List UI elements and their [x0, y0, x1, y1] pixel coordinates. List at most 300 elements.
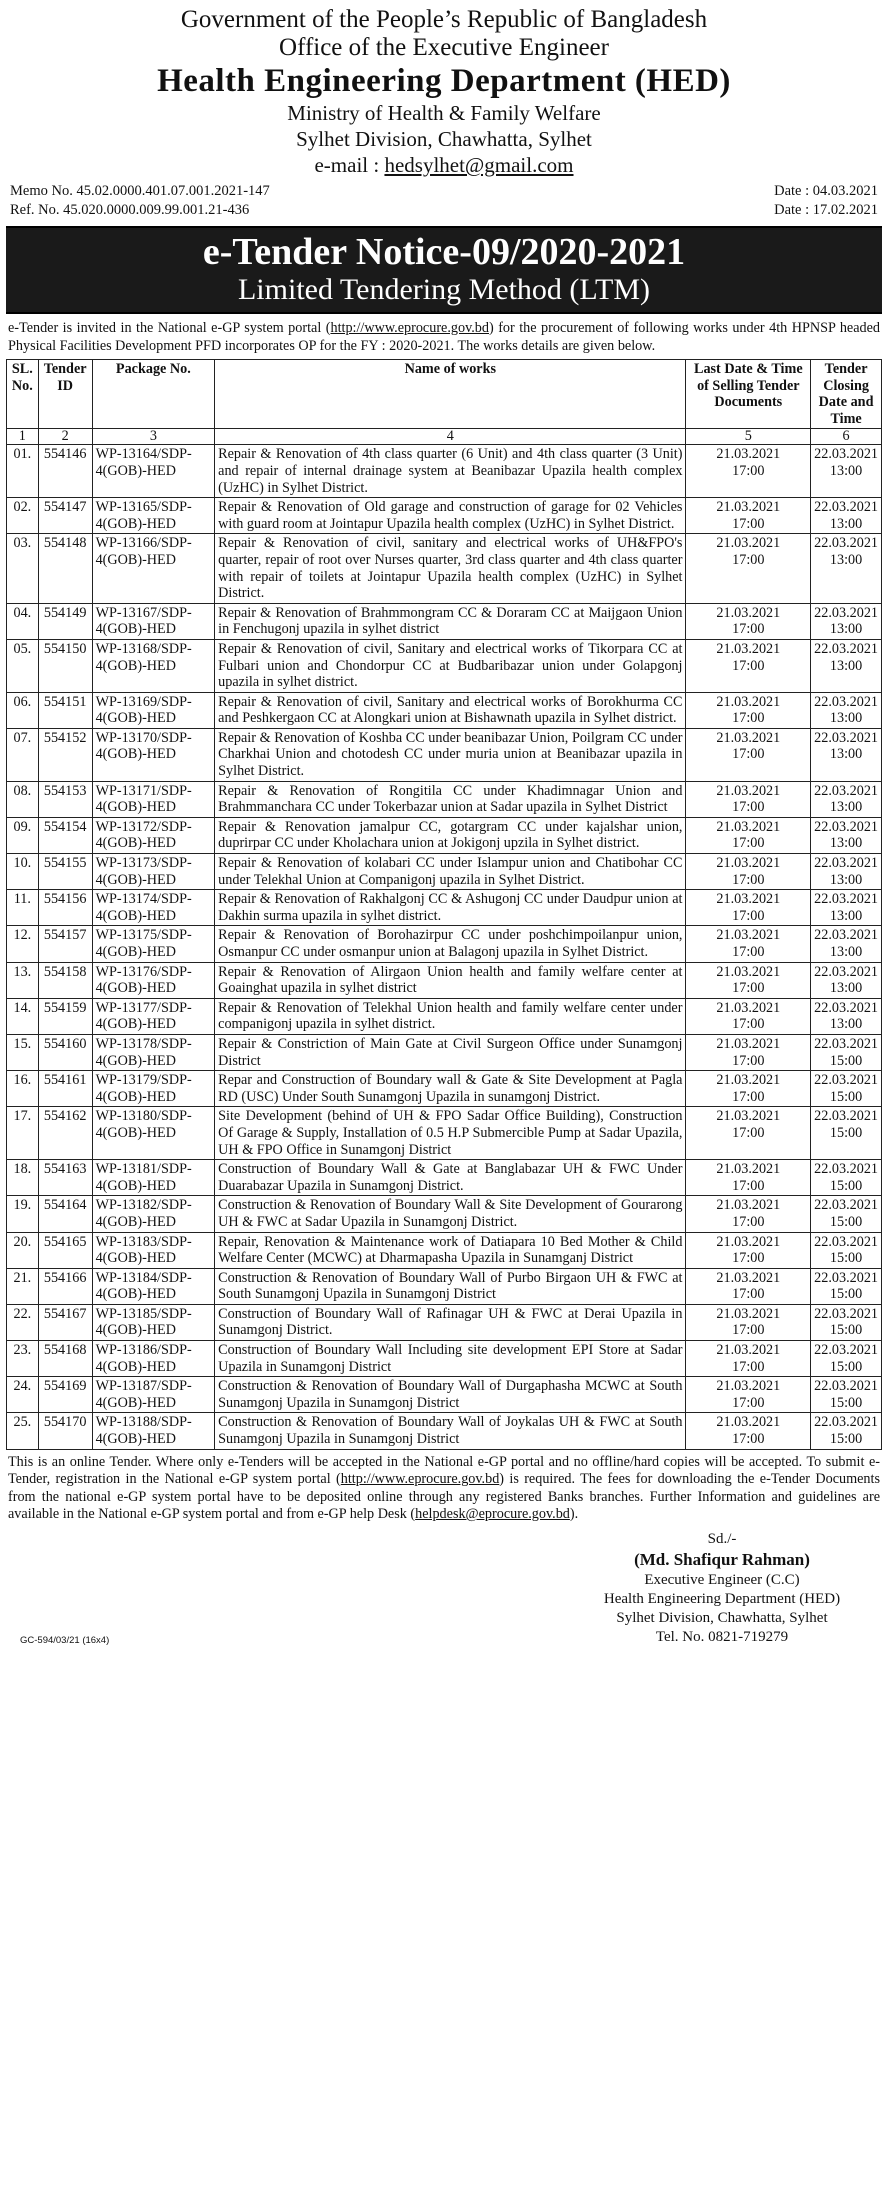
- row-selling-date: [686, 1160, 811, 1196]
- row-work-name: Repair & Renovation of Telekhal Union health and family welfare center under companigonj upazila in sylhet district.: [215, 998, 686, 1034]
- row-selling-date: [686, 603, 811, 639]
- col-number: 2: [38, 429, 92, 445]
- selling-date: 21.03.2021: [716, 782, 781, 799]
- closing-date: 22.03.2021: [814, 963, 878, 980]
- row-work-name: Site Development (behind of UH & FPO Sadar Office Building), Construction Of Garage & Supply, Installation of 0.5 H.P Submercible Pump at Sadar Upazila, UH & FPO Office in Sunamgonj District: [215, 1107, 686, 1160]
- row-sl: 02.: [7, 498, 39, 534]
- selling-time: 17:00: [732, 1088, 765, 1105]
- selling-date: 21.03.2021: [716, 604, 781, 621]
- office-header: [6, 6, 882, 178]
- selling-time: 17:00: [732, 1124, 765, 1141]
- selling-time: 17:00: [732, 1177, 765, 1194]
- row-sl: 22.: [7, 1304, 39, 1340]
- row-work-name: Repair & Renovation of civil, Sanitary and electrical works of Borokhurma CC and Peshkergaon CC at Alongkari union at Bishawnath upazila in Sylhet district.: [215, 692, 686, 728]
- row-selling-date: [686, 890, 811, 926]
- closing-date: 22.03.2021: [814, 499, 878, 516]
- row-tender-id: 554168: [38, 1341, 92, 1377]
- selling-date: 21.03.2021: [716, 535, 781, 552]
- email-line: [6, 152, 882, 178]
- row-tender-id: 554154: [38, 817, 92, 853]
- column-number-row: [7, 429, 882, 445]
- table-row: [7, 639, 882, 692]
- selling-time: 17:00: [732, 871, 765, 888]
- closing-time: 15:00: [829, 1124, 863, 1141]
- row-tender-id: 554162: [38, 1107, 92, 1160]
- row-closing-date: [811, 1304, 882, 1340]
- table-row: [7, 1071, 882, 1107]
- row-closing-date: [811, 1268, 882, 1304]
- row-package-no: WP-13167/SDP-4(GOB)-HED: [92, 603, 215, 639]
- row-closing-date: [811, 1196, 882, 1232]
- row-selling-date: [686, 445, 811, 498]
- selling-time: 17:00: [732, 462, 765, 479]
- row-package-no: WP-13173/SDP-4(GOB)-HED: [92, 854, 215, 890]
- table-row: [7, 1034, 882, 1070]
- row-tender-id: 554165: [38, 1232, 92, 1268]
- memo-number: Memo No. 45.02.0000.401.07.001.2021-147: [10, 183, 270, 199]
- table-row: [7, 817, 882, 853]
- closing-time: 15:00: [829, 1250, 863, 1267]
- closing-date: 22.03.2021: [814, 640, 878, 657]
- row-package-no: WP-13185/SDP-4(GOB)-HED: [92, 1304, 215, 1340]
- row-work-name: Repair & Renovation of civil, sanitary and electrical works of UH&FPO's quarter, repair of root over Nurses quarter, 3rd class quarter and 4th class quarter with repair of toilets at Jointapur Upazila health complex (UzHC) in Sylhet District.: [215, 534, 686, 603]
- selling-time: 17:00: [732, 746, 765, 763]
- table-row: [7, 1268, 882, 1304]
- row-package-no: WP-13177/SDP-4(GOB)-HED: [92, 998, 215, 1034]
- selling-time: 17:00: [732, 1394, 765, 1411]
- selling-time: 17:00: [732, 551, 765, 568]
- row-selling-date: [686, 1268, 811, 1304]
- row-work-name: Repair & Renovation of kolabari CC under Islampur union and Chatibohar CC under Telekhal Union at Companigonj upazila in Sylhet District.: [215, 854, 686, 890]
- col-number: 4: [215, 429, 686, 445]
- row-sl: 20.: [7, 1232, 39, 1268]
- row-package-no: WP-13188/SDP-4(GOB)-HED: [92, 1413, 215, 1449]
- row-selling-date: [686, 498, 811, 534]
- row-closing-date: [811, 445, 882, 498]
- row-closing-date: [811, 1377, 882, 1413]
- row-closing-date: [811, 781, 882, 817]
- row-selling-date: [686, 728, 811, 781]
- row-selling-date: [686, 534, 811, 603]
- row-sl: 10.: [7, 854, 39, 890]
- row-closing-date: [811, 692, 882, 728]
- header-works: Name of works: [215, 360, 686, 429]
- table-row: [7, 1107, 882, 1160]
- closing-time: 15:00: [829, 1394, 863, 1411]
- row-closing-date: [811, 854, 882, 890]
- row-sl: 08.: [7, 781, 39, 817]
- selling-date: 21.03.2021: [716, 1108, 781, 1125]
- row-sl: 12.: [7, 926, 39, 962]
- row-tender-id: 554147: [38, 498, 92, 534]
- signatory-tel: Tel. No. 0821-719279: [655, 1629, 789, 1645]
- signatory-department: Health Engineering Department (HED): [603, 1591, 841, 1607]
- closing-date: 22.03.2021: [814, 891, 878, 908]
- tender-notice-page: [6, 4, 882, 2180]
- header-selling-date: Last Date & Time of Selling Tender Documents: [686, 360, 811, 429]
- row-closing-date: [811, 890, 882, 926]
- row-selling-date: [686, 817, 811, 853]
- selling-date: 21.03.2021: [716, 1269, 781, 1286]
- selling-date: 21.03.2021: [716, 446, 781, 463]
- memo-row: [6, 182, 882, 201]
- row-package-no: WP-13179/SDP-4(GOB)-HED: [92, 1071, 215, 1107]
- closing-date: 22.03.2021: [814, 1342, 878, 1359]
- table-row: [7, 534, 882, 603]
- closing-date: 22.03.2021: [814, 1072, 878, 1089]
- row-selling-date: [686, 781, 811, 817]
- row-tender-id: 554149: [38, 603, 92, 639]
- row-selling-date: [686, 1196, 811, 1232]
- row-closing-date: [811, 1071, 882, 1107]
- table-row: [7, 445, 882, 498]
- row-work-name: Construction of Boundary Wall & Gate at Banglabazar UH & FWC Under Duarabazar Upazila in Sunamgonj District.: [215, 1160, 686, 1196]
- row-work-name: Repair & Renovation of Alirgaon Union health and family welfare center at Goainghat upazila in sylhet district: [215, 962, 686, 998]
- row-sl: 04.: [7, 603, 39, 639]
- closing-date: 22.03.2021: [814, 1269, 878, 1286]
- row-package-no: WP-13168/SDP-4(GOB)-HED: [92, 639, 215, 692]
- address-line: Sylhet Division, Chawhatta, Sylhet: [296, 127, 592, 151]
- closing-date: 22.03.2021: [814, 818, 878, 835]
- row-selling-date: [686, 962, 811, 998]
- row-closing-date: [811, 817, 882, 853]
- table-header-row: [7, 360, 882, 429]
- closing-time: 15:00: [829, 1177, 863, 1194]
- selling-time: 17:00: [732, 657, 765, 674]
- row-package-no: WP-13170/SDP-4(GOB)-HED: [92, 728, 215, 781]
- signature-block: [572, 1530, 872, 1647]
- closing-time: 13:00: [829, 462, 863, 479]
- email-label: e-mail :: [314, 153, 385, 177]
- closing-date: 22.03.2021: [814, 1197, 878, 1214]
- notice-title: e-Tender Notice-09/2020-2021: [202, 231, 686, 273]
- closing-time: 13:00: [829, 799, 863, 816]
- row-tender-id: 554163: [38, 1160, 92, 1196]
- table-row: [7, 1232, 882, 1268]
- row-tender-id: 554150: [38, 639, 92, 692]
- selling-time: 17:00: [732, 621, 765, 638]
- row-selling-date: [686, 639, 811, 692]
- col-number: 1: [7, 429, 39, 445]
- ref-number: Ref. No. 45.020.0000.009.99.001.21-436: [10, 202, 250, 218]
- row-sl: 06.: [7, 692, 39, 728]
- table-row: [7, 1413, 882, 1449]
- selling-time: 17:00: [732, 907, 765, 924]
- row-package-no: WP-13187/SDP-4(GOB)-HED: [92, 1377, 215, 1413]
- selling-time: 17:00: [732, 1322, 765, 1339]
- row-work-name: Construction & Renovation of Boundary Wall of Purbo Birgaon UH & FWC at South Sunamgonj Upazila in Sunamgonj District: [215, 1268, 686, 1304]
- closing-time: 15:00: [829, 1052, 863, 1069]
- row-tender-id: 554152: [38, 728, 92, 781]
- closing-date: 22.03.2021: [814, 927, 878, 944]
- row-sl: 01.: [7, 445, 39, 498]
- row-tender-id: 554146: [38, 445, 92, 498]
- selling-time: 17:00: [732, 1358, 765, 1375]
- row-package-no: WP-13174/SDP-4(GOB)-HED: [92, 890, 215, 926]
- row-sl: 15.: [7, 1034, 39, 1070]
- table-row: [7, 603, 882, 639]
- row-sl: 25.: [7, 1413, 39, 1449]
- row-work-name: Repair & Renovation jamalpur CC, gotargram CC under kajalshar union, duprirpar CC under Kholachara union at Jokigonj upzila in Sylhet district.: [215, 817, 686, 853]
- table-row: [7, 854, 882, 890]
- notice-banner: [6, 226, 882, 314]
- intro-paragraph: [8, 320, 880, 355]
- row-selling-date: [686, 1034, 811, 1070]
- selling-time: 17:00: [732, 799, 765, 816]
- row-selling-date: [686, 998, 811, 1034]
- selling-date: 21.03.2021: [716, 1233, 781, 1250]
- selling-date: 21.03.2021: [716, 1414, 781, 1431]
- closing-date: 22.03.2021: [814, 1108, 878, 1125]
- selling-time: 17:00: [732, 1052, 765, 1069]
- row-selling-date: [686, 1377, 811, 1413]
- row-sl: 14.: [7, 998, 39, 1034]
- closing-date: 22.03.2021: [814, 729, 878, 746]
- row-work-name: Construction & Renovation of Boundary Wall of Joykalas UH & FWC at South Sunamgonj Upazila in Sunamgonj District: [215, 1413, 686, 1449]
- row-tender-id: 554159: [38, 998, 92, 1034]
- row-sl: 11.: [7, 890, 39, 926]
- selling-time: 17:00: [732, 980, 765, 997]
- row-package-no: WP-13165/SDP-4(GOB)-HED: [92, 498, 215, 534]
- closing-time: 13:00: [829, 944, 863, 960]
- row-package-no: WP-13180/SDP-4(GOB)-HED: [92, 1107, 215, 1160]
- row-sl: 09.: [7, 817, 39, 853]
- closing-date: 22.03.2021: [814, 1378, 878, 1395]
- closing-time: 13:00: [829, 980, 863, 997]
- row-tender-id: 554148: [38, 534, 92, 603]
- closing-paragraph: [8, 1454, 880, 1524]
- closing-time: 13:00: [829, 515, 863, 532]
- intro-text-1: e-Tender is invited in the National e-GP system portal (: [8, 320, 331, 336]
- closing-date: 22.03.2021: [814, 693, 878, 710]
- print-code: GC-594/03/21 (16x4): [20, 1635, 110, 1646]
- row-tender-id: 554151: [38, 692, 92, 728]
- row-selling-date: [686, 1232, 811, 1268]
- col-number: 5: [686, 429, 811, 445]
- row-work-name: Repair & Renovation of Koshba CC under beanibazar Union, Poilgram CC under Charkhai Union and chotodesh CC under muria union at Beanibazar upazila in Sylhet District.: [215, 728, 686, 781]
- header-package: Package No.: [92, 360, 215, 429]
- row-sl: 21.: [7, 1268, 39, 1304]
- row-closing-date: [811, 1160, 882, 1196]
- row-package-no: WP-13166/SDP-4(GOB)-HED: [92, 534, 215, 603]
- closing-date: 22.03.2021: [814, 1305, 878, 1322]
- row-tender-id: 554170: [38, 1413, 92, 1449]
- row-package-no: WP-13182/SDP-4(GOB)-HED: [92, 1196, 215, 1232]
- selling-time: 17:00: [732, 835, 765, 852]
- col-number: 3: [92, 429, 215, 445]
- selling-date: 21.03.2021: [716, 1197, 781, 1214]
- header-sl: SL. No.: [7, 360, 39, 429]
- row-package-no: WP-13164/SDP-4(GOB)-HED: [92, 445, 215, 498]
- selling-time: 17:00: [732, 944, 765, 960]
- row-selling-date: [686, 1107, 811, 1160]
- row-tender-id: 554166: [38, 1268, 92, 1304]
- government-line: Government of the People’s Republic of Bangladesh: [180, 6, 708, 33]
- closing-date: 22.03.2021: [814, 782, 878, 799]
- header-tender-id: Tender ID: [38, 360, 92, 429]
- closing-date: 22.03.2021: [814, 535, 878, 552]
- row-work-name: Construction of Boundary Wall of Rafinagar UH & FWC at Derai Upazila in Sunamgonj District.: [215, 1304, 686, 1340]
- closing-time: 13:00: [829, 551, 863, 568]
- row-sl: 05.: [7, 639, 39, 692]
- table-row: [7, 1160, 882, 1196]
- selling-date: 21.03.2021: [716, 927, 781, 944]
- row-selling-date: [686, 1071, 811, 1107]
- closing-date: 22.03.2021: [814, 1035, 878, 1052]
- row-package-no: WP-13181/SDP-4(GOB)-HED: [92, 1160, 215, 1196]
- table-row: [7, 1304, 882, 1340]
- closing-time: 15:00: [829, 1358, 863, 1375]
- memo-date: Date : 04.03.2021: [774, 183, 878, 199]
- row-closing-date: [811, 728, 882, 781]
- row-sl: 16.: [7, 1071, 39, 1107]
- eprocure-link-2[interactable]: http://www.eprocure.gov.bd: [340, 1471, 500, 1488]
- intro-text-2: ) for the procurement of following works under 4th HPNSP headed Physical Facilities Development PFD incorporates OP for the FY : 2020-2021. The works details are given below.: [8, 320, 880, 354]
- row-work-name: Construction & Renovation of Boundary Wall of Durgaphasha MCWC at South Sunamgonj Upazila in Sunamgonj District: [215, 1377, 686, 1413]
- closing-time: 13:00: [829, 835, 863, 852]
- row-tender-id: 554169: [38, 1377, 92, 1413]
- works-table-body: [7, 445, 882, 1449]
- selling-date: 21.03.2021: [716, 891, 781, 908]
- row-closing-date: [811, 1107, 882, 1160]
- row-package-no: WP-13172/SDP-4(GOB)-HED: [92, 817, 215, 853]
- table-row: [7, 1196, 882, 1232]
- closing-date: 22.03.2021: [814, 604, 878, 621]
- closing-time: 13:00: [829, 1016, 863, 1033]
- closing-time: 15:00: [829, 1088, 863, 1105]
- closing-date: 22.03.2021: [814, 855, 878, 872]
- office-line: Office of the Executive Engineer: [279, 34, 609, 61]
- table-row: [7, 962, 882, 998]
- row-work-name: Repair, Renovation & Maintenance work of Datiapara 10 Bed Mother & Child Welfare Center (MCWC) at Dharmapasha Upazila in Sunamganj District: [215, 1232, 686, 1268]
- closing-time: 15:00: [829, 1322, 863, 1339]
- row-closing-date: [811, 534, 882, 603]
- row-tender-id: 554156: [38, 890, 92, 926]
- row-package-no: WP-13178/SDP-4(GOB)-HED: [92, 1034, 215, 1070]
- selling-date: 21.03.2021: [716, 1342, 781, 1359]
- row-closing-date: [811, 498, 882, 534]
- closing-date: 22.03.2021: [814, 1161, 878, 1178]
- row-tender-id: 554158: [38, 962, 92, 998]
- row-closing-date: [811, 603, 882, 639]
- row-package-no: WP-13169/SDP-4(GOB)-HED: [92, 692, 215, 728]
- closing-time: 13:00: [829, 710, 863, 727]
- table-row: [7, 926, 882, 962]
- signatory-name: (Md. Shafiqur Rahman): [634, 1550, 810, 1569]
- selling-time: 17:00: [732, 710, 765, 727]
- row-package-no: WP-13171/SDP-4(GOB)-HED: [92, 781, 215, 817]
- table-row: [7, 781, 882, 817]
- table-row: [7, 728, 882, 781]
- row-closing-date: [811, 998, 882, 1034]
- selling-time: 17:00: [732, 1016, 765, 1033]
- row-work-name: Repair & Renovation of Borohazirpur CC under poshchimpoilanpur union, Osmanpur CC under osmanpur union at Balagonj upazila in Sylhet District.: [215, 926, 686, 962]
- selling-date: 21.03.2021: [716, 999, 781, 1016]
- row-sl: 19.: [7, 1196, 39, 1232]
- header-closing-date: Tender Closing Date and Time: [811, 360, 882, 429]
- row-tender-id: 554155: [38, 854, 92, 890]
- selling-date: 21.03.2021: [716, 499, 781, 516]
- signatory-designation: Executive Engineer (C.C): [644, 1572, 800, 1588]
- row-selling-date: [686, 854, 811, 890]
- row-sl: 18.: [7, 1160, 39, 1196]
- row-package-no: WP-13176/SDP-4(GOB)-HED: [92, 962, 215, 998]
- row-selling-date: [686, 1413, 811, 1449]
- notice-subtitle: Limited Tendering Method (LTM): [237, 273, 650, 306]
- row-tender-id: 554160: [38, 1034, 92, 1070]
- table-row: [7, 1341, 882, 1377]
- row-selling-date: [686, 692, 811, 728]
- closing-time: 15:00: [829, 1213, 863, 1230]
- ref-row: [6, 201, 882, 220]
- closing-time: 13:00: [829, 871, 863, 888]
- closing-date: 22.03.2021: [814, 1414, 878, 1431]
- row-package-no: WP-13175/SDP-4(GOB)-HED: [92, 926, 215, 962]
- row-sl: 13.: [7, 962, 39, 998]
- row-package-no: WP-13186/SDP-4(GOB)-HED: [92, 1341, 215, 1377]
- row-package-no: WP-13183/SDP-4(GOB)-HED: [92, 1232, 215, 1268]
- selling-date: 21.03.2021: [716, 693, 781, 710]
- row-work-name: Repair & Renovation of civil, Sanitary and electrical works of Tikorpara CC at Fulbari union and Chondorpur CC at Budbaribazar union under Golapgonj upazila in sylhet district.: [215, 639, 686, 692]
- row-work-name: Repair & Renovation of 4th class quarter (6 Unit) and 4th class quarter (3 Unit) and repair of internal drainage system at Beanibazar Upazila health complex (UzHC) in Sylhet District.: [215, 445, 686, 498]
- closing-date: 22.03.2021: [814, 446, 878, 463]
- selling-date: 21.03.2021: [716, 855, 781, 872]
- row-tender-id: 554164: [38, 1196, 92, 1232]
- row-package-no: WP-13184/SDP-4(GOB)-HED: [92, 1268, 215, 1304]
- table-row: [7, 1377, 882, 1413]
- row-work-name: Repair & Renovation of Rakhalgonj CC & Ashugonj CC under Daudpur union at Dakhin surma upazila in sylhet district.: [215, 890, 686, 926]
- row-sl: 23.: [7, 1341, 39, 1377]
- row-selling-date: [686, 926, 811, 962]
- row-sl: 24.: [7, 1377, 39, 1413]
- closing-time: 13:00: [829, 657, 863, 674]
- row-closing-date: [811, 926, 882, 962]
- row-work-name: Repair & Renovation of Brahmmongram CC & Doraram CC at Maijgaon Union in Fenchugonj upazila in sylhet district: [215, 603, 686, 639]
- closing-time: 13:00: [829, 907, 863, 924]
- selling-time: 17:00: [732, 1431, 765, 1448]
- col-number: 6: [811, 429, 882, 445]
- row-selling-date: [686, 1341, 811, 1377]
- works-table: [6, 359, 882, 1450]
- closing-time: 13:00: [829, 746, 863, 763]
- selling-time: 17:00: [732, 1250, 765, 1267]
- ministry-line: Ministry of Health & Family Welfare: [287, 101, 601, 125]
- table-row: [7, 692, 882, 728]
- row-work-name: Construction of Boundary Wall Including site development EPI Store at Sadar Upazila in Sunamgonj District: [215, 1341, 686, 1377]
- row-tender-id: 554157: [38, 926, 92, 962]
- email-link[interactable]: hedsylhet@gmail.com: [384, 153, 574, 177]
- table-row: [7, 890, 882, 926]
- selling-time: 17:00: [732, 515, 765, 532]
- table-row: [7, 998, 882, 1034]
- table-row: [7, 498, 882, 534]
- outro-text-3: ).: [569, 1506, 579, 1523]
- row-closing-date: [811, 1341, 882, 1377]
- eprocure-link[interactable]: http://www.eprocure.gov.bd: [330, 320, 489, 336]
- selling-date: 21.03.2021: [716, 729, 781, 746]
- row-closing-date: [811, 962, 882, 998]
- row-tender-id: 554161: [38, 1071, 92, 1107]
- row-sl: 17.: [7, 1107, 39, 1160]
- row-work-name: Repair & Constriction of Main Gate at Civil Surgeon Office under Sunamgonj District: [215, 1034, 686, 1070]
- helpdesk-email-link[interactable]: helpdesk@eprocure.gov.bd: [415, 1506, 570, 1523]
- closing-date: 22.03.2021: [814, 1233, 878, 1250]
- signatory-address: Sylhet Division, Chawhatta, Sylhet: [616, 1610, 828, 1626]
- row-sl: 03.: [7, 534, 39, 603]
- ref-date: Date : 17.02.2021: [774, 202, 878, 218]
- row-closing-date: [811, 1034, 882, 1070]
- row-work-name: Repair & Renovation of Rongitila CC under Khadimnagar Union and Brahmmanchara CC under Tokerbazar union at Sadar upazila in Sylhet District: [215, 781, 686, 817]
